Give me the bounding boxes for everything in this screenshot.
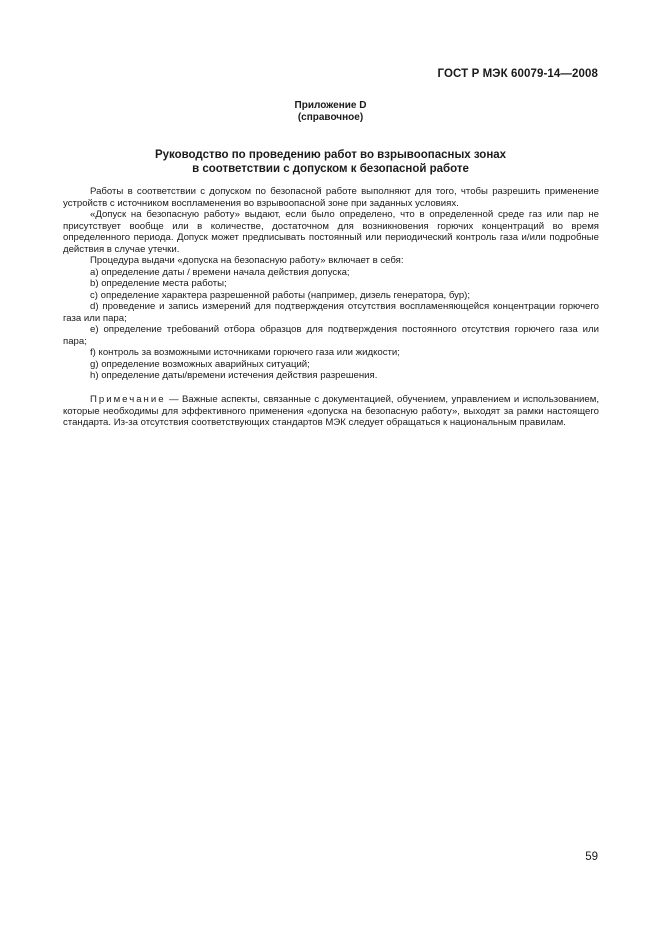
- paragraph-3: Процедура выдачи «допуска на безопасную работу» включает в себя:: [90, 255, 404, 266]
- list-item: e) определение требований отбора образцов для подтверждения постоянного отсутствия горючего газа или пара;: [63, 324, 599, 347]
- section-title: [0, 148, 661, 176]
- body-text: [63, 186, 599, 382]
- list-item: c) определение характера разрешенной работы (например, дизель генератора, бур);: [90, 289, 471, 301]
- page-number: 59: [585, 851, 598, 863]
- list-item: h) определение даты/времени истечения действия разрешения.: [90, 370, 378, 381]
- paragraph-1: Работы в соответствии с допуском по безопасной работе выполняют для того, чтобы разрешить применение устройств с источником воспламенения во взрывоопасной зоне при заданных условиях.: [63, 186, 599, 209]
- list-item: f) контроль за возможными источниками горючего газа или жидкости;: [90, 347, 400, 358]
- list-item: g) определение возможных аварийных ситуаций;: [90, 358, 310, 370]
- document-code: ГОСТ Р МЭК 60079-14—2008: [437, 68, 598, 80]
- list-item: a) определение даты / времени начала действия допуска;: [90, 266, 350, 278]
- paragraph-2: «Допуск на безопасную работу» выдают, если было определено, что в определенной среде газ или пар не присутствует вообще или в количестве, достаточном для возникновения горючих концентраций во время определенного периода. Допуск может предписывать постоянный или периодический контроль газа и/или подробные действия в случае утечки.: [63, 209, 599, 255]
- note-text: — Важные аспекты, связанные с документацией, обучением, управлением и использованием, которые необходимы для эффективного применения «допуска на безопасную работу», выходят за рамки настоящего стандарта. Из-за отсутствия соответствующих стандартов МЭК следует обращаться к национальным правилам.: [63, 394, 599, 428]
- list-item: b) определение места работы;: [90, 278, 227, 289]
- note: [63, 394, 599, 429]
- section-title-line-1: Руководство по проведению работ во взрывоопасных зонах: [154, 149, 507, 161]
- list-item: d) проведение и запись измерений для подтверждения отсутствия воспламеняющейся концентрации горючего газа или пара;: [63, 301, 599, 324]
- section-title-line-2: в соответствии с допуском к безопасной работе: [192, 163, 469, 175]
- appendix-kind: (справочное): [297, 112, 364, 123]
- appendix-heading: [0, 100, 661, 124]
- appendix-name: Приложение D: [294, 100, 367, 111]
- note-label: Примечание: [90, 394, 166, 405]
